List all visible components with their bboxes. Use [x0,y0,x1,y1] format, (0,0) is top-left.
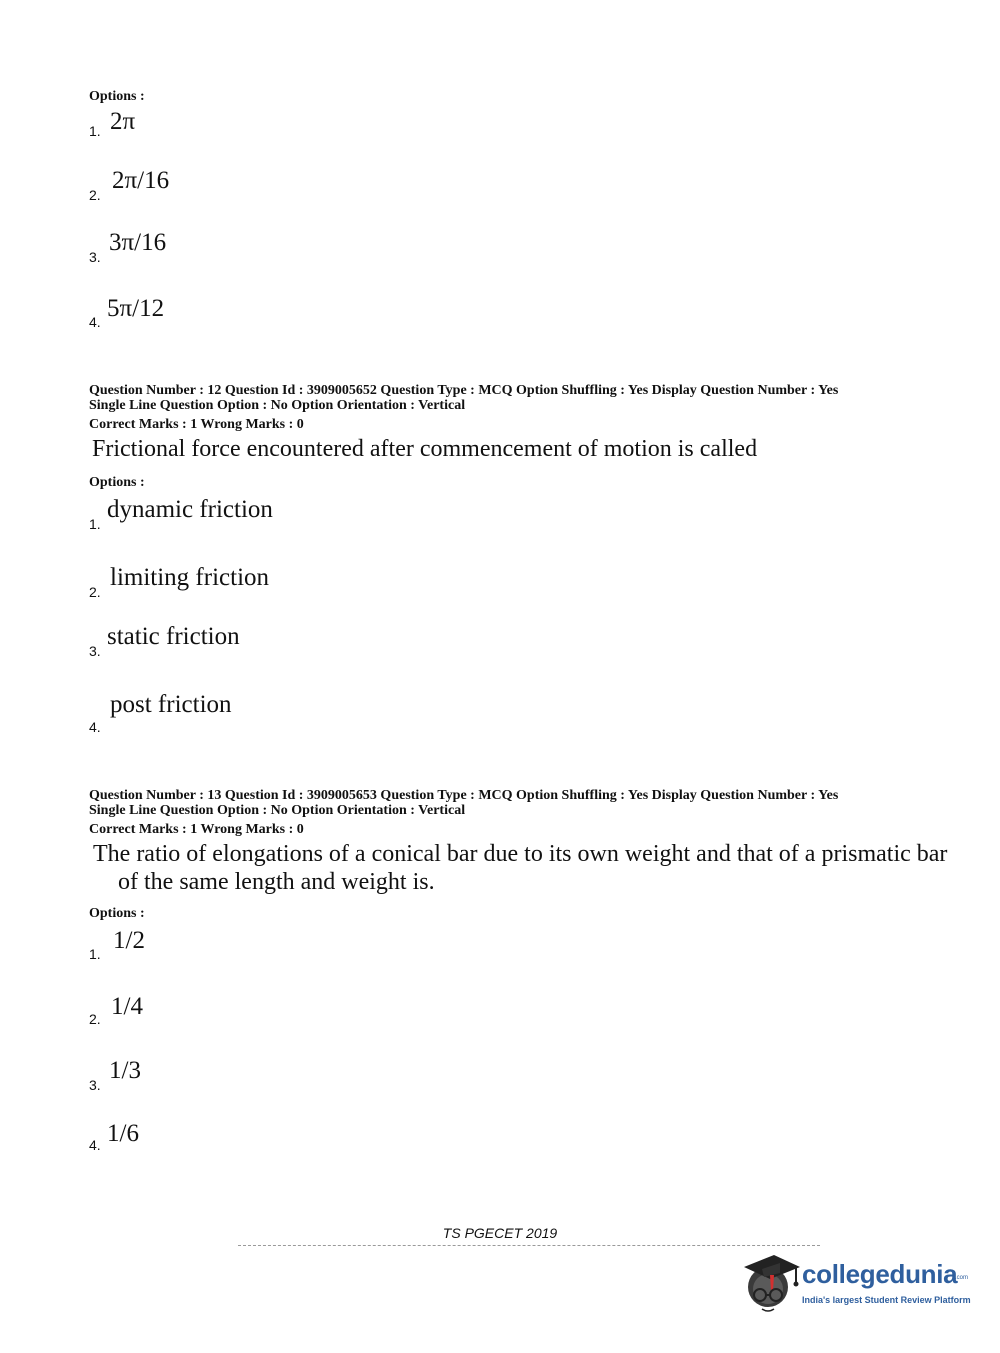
collegedunia-logo [740,1245,970,1315]
option-text: 3π/16 [109,229,167,256]
option-text: limiting friction [110,564,270,591]
option-text: static friction [107,623,240,650]
option-text: 1/2 [113,927,145,954]
option-text: post friction [110,691,232,718]
logo-tagline: India's largest Student Review Platform [802,1295,971,1305]
options-label: Options : [89,89,145,104]
option-number: 4. [89,314,101,330]
option-number: 4. [89,1137,101,1153]
options-label: Options : [89,475,145,490]
question-text: Frictional force encountered after commencement of motion is called [92,436,758,462]
option-text: 2π/16 [112,167,170,194]
option-text: 1/4 [111,993,143,1020]
option-text: 1/3 [109,1057,141,1084]
mascot-icon [740,1249,802,1313]
option-number: 3. [89,1077,101,1093]
question-text: of the same length and weight is. [118,869,435,895]
question-meta: Question Number : 13 Question Id : 3909005653 Question Type : MCQ Option Shuffling : Yes Display Question Number : Yes [89,788,839,803]
option-text: 2π [110,108,136,135]
option-text: 5π/12 [107,295,165,322]
option-number: 1. [89,123,101,139]
option-number: 2. [89,584,101,600]
option-number: 2. [89,1011,101,1027]
question-meta: Single Line Question Option : No Option Orientation : Vertical [89,398,466,413]
option-number: 2. [89,187,101,203]
option-number: 3. [89,643,101,659]
options-label: Options : [89,906,145,921]
option-number: 1. [89,516,101,532]
footer-divider [238,1245,820,1246]
logo-wordmark: collegedunia [802,1259,958,1289]
option-number: 4. [89,719,101,735]
question-marks: Correct Marks : 1 Wrong Marks : 0 [89,822,304,837]
footer-title: TS PGECET 2019 [442,1225,558,1241]
option-number: 1. [89,946,101,962]
question-meta: Question Number : 12 Question Id : 3909005652 Question Type : MCQ Option Shuffling : Yes Display Question Number : Yes [89,383,839,398]
logo-suffix: .com [955,1275,969,1281]
question-text: The ratio of elongations of a conical bar due to its own weight and that of a prismatic bar [93,841,948,867]
question-meta: Single Line Question Option : No Option Orientation : Vertical [89,803,466,818]
option-text: dynamic friction [107,496,273,523]
option-number: 3. [89,249,101,265]
question-marks: Correct Marks : 1 Wrong Marks : 0 [89,417,304,432]
option-text: 1/6 [107,1120,139,1147]
